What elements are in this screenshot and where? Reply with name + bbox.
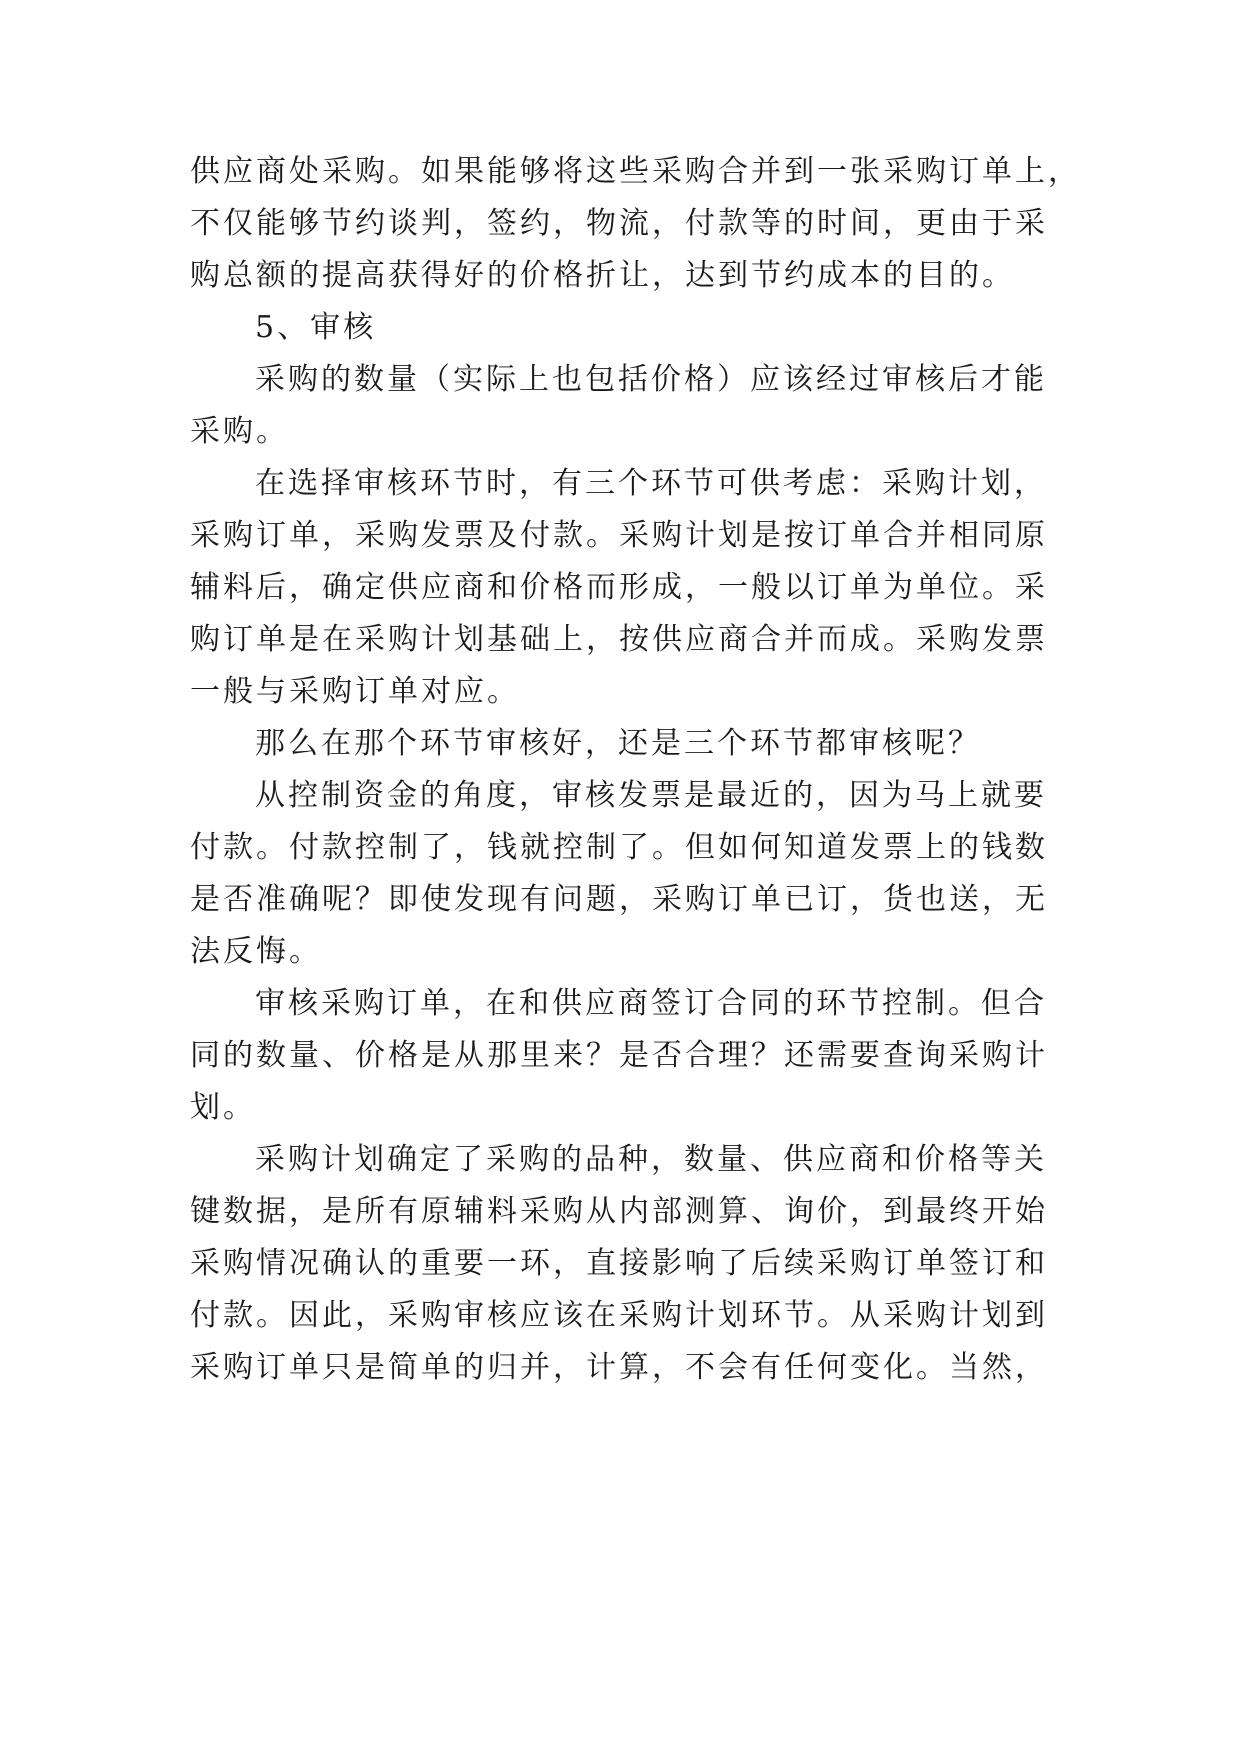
paragraph-line: 购订单是在采购计划基础上，按供应商合并而成。采购发票 — [190, 622, 1048, 657]
paragraph-line: 采购的数量（实际上也包括价格）应该经过审核后才能 — [255, 362, 1047, 397]
paragraph-line: 那么在那个环节审核好，还是三个环节都审核呢？ — [255, 726, 981, 761]
paragraph-line: 付款。付款控制了，钱就控制了。但如何知道发票上的钱数 — [190, 830, 1048, 865]
paragraph-line: 键数据，是所有原辅料采购从内部测算、询价，到最终开始 — [190, 1194, 1048, 1229]
paragraph-line: 采购。 — [190, 414, 289, 449]
paragraph-line: 付款。因此，采购审核应该在采购计划环节。从采购计划到 — [190, 1298, 1048, 1333]
paragraph-line: 辅料后，确定供应商和价格而形成，一般以订单为单位。采 — [190, 570, 1048, 605]
paragraph-line: 是否准确呢？即使发现有问题，采购订单已订，货也送，无 — [190, 882, 1048, 917]
paragraph-line: 不仅能够节约谈判，签约，物流，付款等的时间，更由于采 — [190, 206, 1048, 241]
paragraph-line: 审核采购订单，在和供应商签订合同的环节控制。但合 — [255, 986, 1047, 1021]
paragraph-line: 一般与采购订单对应。 — [190, 674, 520, 709]
paragraph-line: 采购计划确定了采购的品种，数量、供应商和价格等关 — [255, 1142, 1047, 1177]
paragraph-line: 从控制资金的角度，审核发票是最近的，因为马上就要 — [255, 778, 1047, 813]
paragraph-line: 供应商处采购。如果能够将这些采购合并到一张采购订单上， — [190, 154, 1081, 189]
paragraph-line: 同的数量、价格是从那里来？是否合理？还需要查询采购计 — [190, 1038, 1048, 1073]
paragraph-line: 采购订单只是简单的归并，计算，不会有任何变化。当然， — [190, 1350, 1048, 1385]
paragraph-line: 划。 — [190, 1090, 256, 1125]
paragraph-line: 法反悔。 — [190, 934, 322, 969]
paragraph-line: 在选择审核环节时，有三个环节可供考虑：采购计划， — [255, 466, 1047, 501]
paragraph-line: 采购订单，采购发票及付款。采购计划是按订单合并相同原 — [190, 518, 1048, 553]
paragraph-line: 采购情况确认的重要一环，直接影响了后续采购订单签订和 — [190, 1246, 1048, 1281]
section-heading: 5、审核 — [255, 310, 377, 345]
paragraph-line: 购总额的提高获得好的价格折让，达到节约成本的目的。 — [190, 258, 1015, 293]
